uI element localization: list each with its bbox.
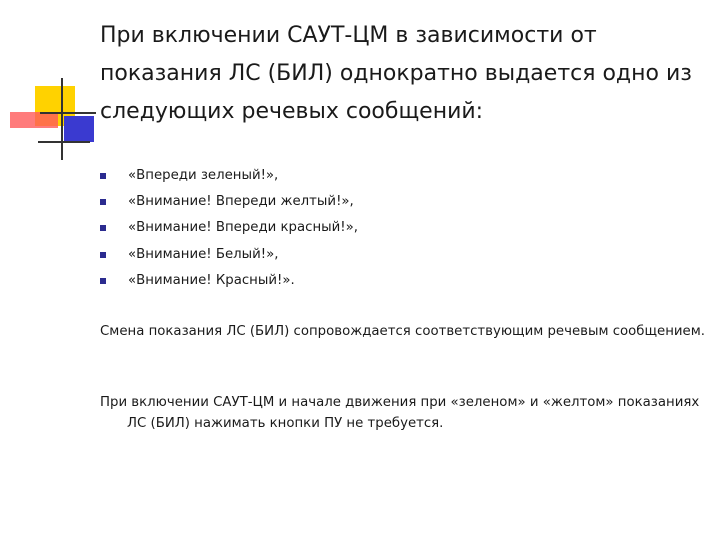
square-bullet-icon bbox=[100, 252, 106, 258]
vertical-line-decoration bbox=[61, 78, 63, 160]
message-list bbox=[100, 163, 358, 294]
list-item bbox=[100, 163, 358, 189]
list-item bbox=[100, 268, 358, 294]
blue-square-decoration bbox=[64, 116, 94, 142]
list-item-text: «Внимание! Впереди красный!», bbox=[128, 220, 358, 236]
square-bullet-icon bbox=[100, 225, 106, 231]
list-item-text: «Внимание! Белый!», bbox=[128, 246, 279, 262]
paragraph-signal-change: Смена показания ЛС (БИЛ) сопровождается соответствующим речевым сообщением. bbox=[100, 324, 705, 339]
square-bullet-icon bbox=[100, 199, 106, 205]
list-item-text: «Внимание! Красный!». bbox=[128, 272, 295, 288]
list-item-text: «Внимание! Впереди желтый!», bbox=[128, 194, 354, 210]
paragraph-startup-note: При включении САУТ-ЦМ и начале движения при «зеленом» и «желтом» показаниях ЛС (БИЛ) нажимать кнопки ПУ не требуется. bbox=[100, 395, 700, 431]
slide-title: При включении САУТ-ЦМ в зависимости от показания ЛС (БИЛ) однократно выдается одно из следующих речевых сообщений: bbox=[100, 23, 692, 124]
square-bullet-icon bbox=[100, 278, 106, 284]
list-item bbox=[100, 242, 358, 268]
horizontal-line-decoration-lower bbox=[38, 141, 90, 143]
horizontal-line-decoration bbox=[40, 112, 96, 114]
list-item bbox=[100, 215, 358, 241]
list-item bbox=[100, 189, 358, 215]
square-bullet-icon bbox=[100, 173, 106, 179]
list-item-text: «Впереди зеленый!», bbox=[128, 168, 279, 183]
red-bar-decoration bbox=[10, 112, 58, 128]
